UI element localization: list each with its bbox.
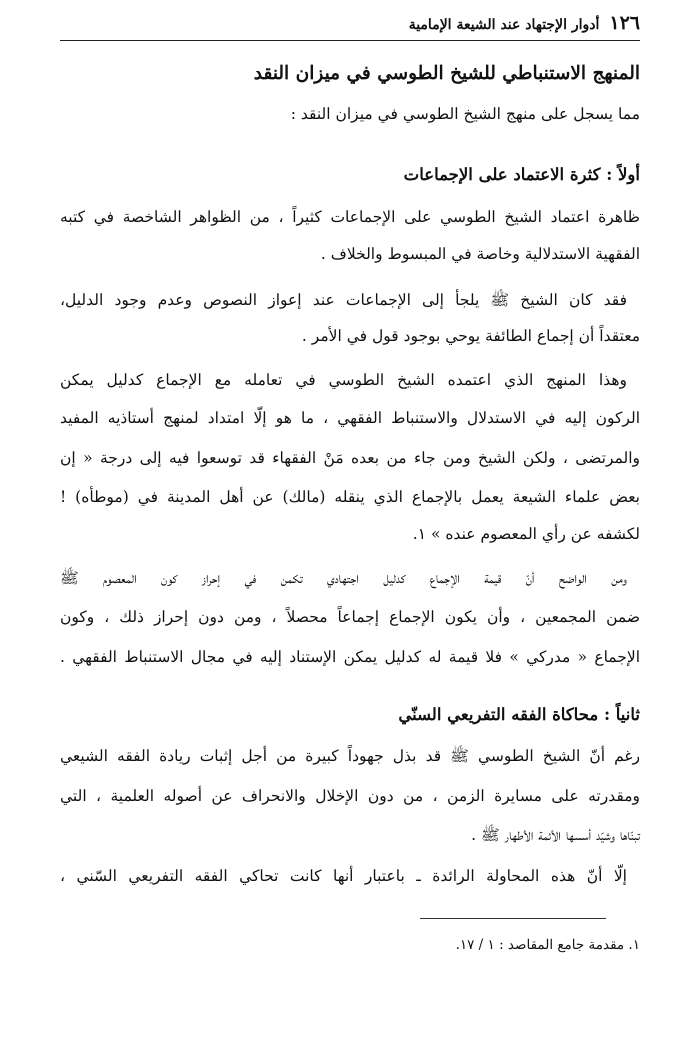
paragraph-line: فقد كان الشيخ ﷺ يلجأ إلى الإجماعات عند إعواز النصوص وعدم وجود الدليل،	[60, 291, 627, 309]
paragraph-line: الإجماع « مدركي » فلا قيمة له كدليل يمكن الإستناد إليه في مجال الاستنباط الفقهي .	[60, 648, 640, 666]
paragraph-line: ومن الواضح أنّ قيمة الإجماع كدليل اجتهادي تكمن في إحراز كون المعصوم ﷺ	[60, 569, 627, 587]
paragraph-line: رغم أنّ الشيخ الطوسي ﷺ قد بذل جهوداً كبيرة من أجل إثبات ريادة الفقه الشيعي	[60, 747, 640, 765]
paragraph-line: والمرتضى ، ولكن الشيخ ومن جاء من بعده مَنْ الفقهاء قد توسعوا فيه إلى درجة « إن	[60, 449, 640, 467]
footnote-rule	[420, 918, 606, 919]
intro-text: مما يسجل على منهج الشيخ الطوسي في ميزان النقد :	[290, 105, 640, 123]
paragraph-line: إلّا أنّ هذه المحاولة الرائدة ـ باعتبار أنها كانت تحاكي الفقه التفريعي السّني ،	[60, 867, 627, 885]
paragraph-line: الفقهية الاستدلالية وخاصة في المبسوط والخلاف .	[320, 245, 640, 263]
section-1-heading: أولاً : كثرة الاعتماد على الإجماعات	[403, 165, 640, 184]
paragraph-line: الركون إليه في الاستدلال والاستنباط الفقهي ، ما هو إلّا امتداد لمنهج أستاذيه المفيد	[60, 409, 640, 427]
paragraph-line: تبنّاها وشيّد أسسها الأئمة الأطهار ﷺ .	[471, 826, 640, 844]
page-number: ١٢٦	[609, 12, 640, 34]
paragraph-line: ظاهرة اعتماد الشيخ الطوسي على الإجماعات كثيراً ، من الظواهر الشاخصة في كتبه	[60, 208, 640, 226]
paragraph-line: بعض علماء الشيعة يعمل بالإجماع الذي ينقله (مالك) عن أهل المدينة في (موطأه) !	[60, 488, 640, 506]
paragraph-line: ومقدرته على مسايرة الزمن ، من دون الإخلال والانحراف عن أصوله العلمية ، التي	[60, 787, 640, 805]
paragraph-line: لكشفه عن رأي المعصوم عنده » ١.	[412, 525, 640, 543]
page-header	[395, 12, 640, 38]
paragraph-line: ضمن المجمعين ، وأن يكون الإجماع إجماعاً محصلاً ، ومن دون إحراز ذلك ، وكون	[60, 608, 640, 626]
main-heading: المنهج الاستنباطي للشيخ الطوسي في ميزان النقد	[253, 63, 640, 84]
footnote: ١. مقدمة جامع المقاصد : ١ / ١٧.	[455, 937, 640, 953]
paragraph-line: وهذا المنهج الذي اعتمده الشيخ الطوسي في تعامله مع الإجماع كدليل يمكن	[60, 371, 627, 389]
running-title: أدوار الإجتهاد عند الشيعة الإمامية	[408, 17, 600, 33]
paragraph-line: معتقداً أن إجماع الطائفة يوحي بوجود قول في الأمر .	[301, 327, 640, 345]
header-rule	[60, 40, 640, 41]
section-2-heading: ثانياً : محاكاة الفقه التفريعي السنّي	[398, 705, 640, 724]
